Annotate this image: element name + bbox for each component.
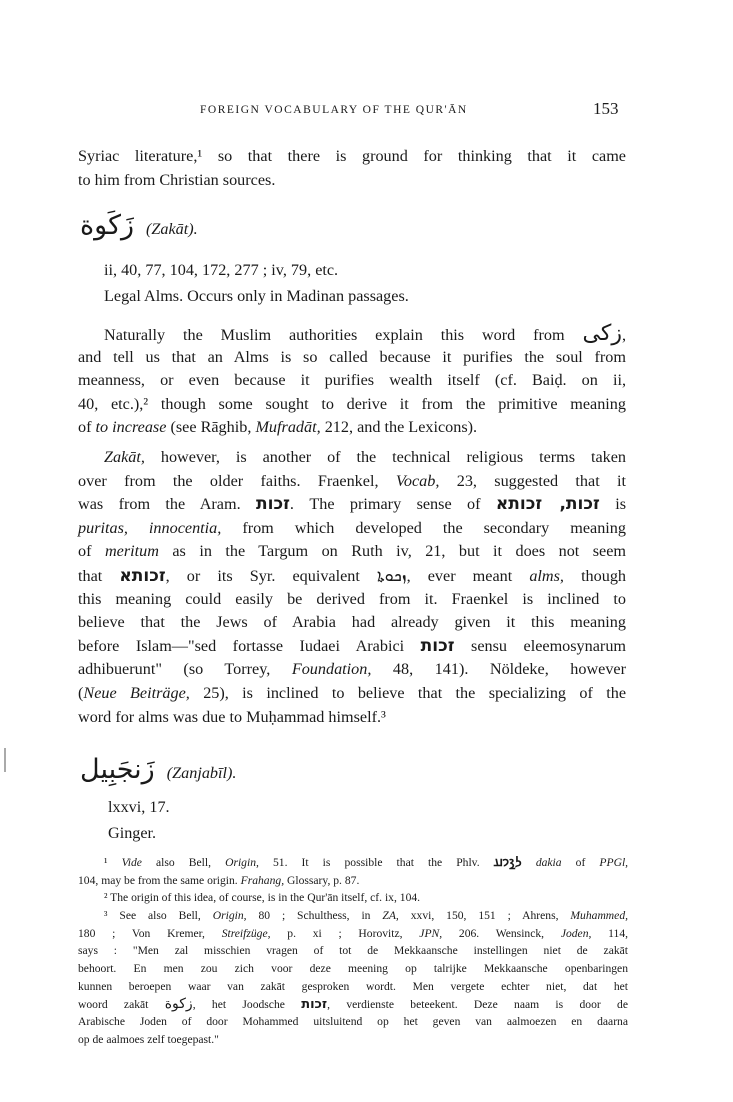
footnote-3: ³ See also Bell, Origin, 80 ; Schulthess, in ZA, xxvi, 150, 151 ; Ahrens, Muhammed,	[104, 909, 629, 923]
footnote-1-cont: 104, may be from the same origin. Frahang, Glossary, p. 87.	[78, 873, 360, 887]
footnote-3-line: Arabische Joden of door Mohammed uitsluitend op het geven van aalmoezen en daarna	[78, 1015, 628, 1029]
headword-arabic: زَنجَبِيل	[80, 754, 155, 785]
hebrew-word: זכות	[256, 494, 290, 515]
text-line: meanness, or even because it purifies wealth itself (cf. Baiḍ. on ii,	[78, 371, 626, 390]
hebrew-word: זכות, זכותא	[495, 494, 600, 515]
definition: Ginger.	[108, 824, 157, 842]
text-line: over from the older faiths. Fraenkel, Vocab, 23, suggested that it	[78, 471, 627, 490]
margin-mark	[4, 748, 6, 772]
footnote-2: ² The origin of this idea, of course, is in the Qur'ān itself, cf. ix, 104.	[104, 891, 421, 905]
hebrew-word: זכות	[420, 635, 455, 656]
running-title: FOREIGN VOCABULARY OF THE QUR'ĀN	[200, 104, 468, 116]
text-line: to him from Christian sources.	[78, 170, 276, 189]
headword-arabic: زَكَوة	[80, 210, 134, 241]
headword-zakat	[80, 210, 198, 242]
qur-an-references: lxxvi, 17.	[108, 798, 170, 816]
paragraph-etymology	[78, 446, 626, 729]
text-line: Naturally the Muslim authorities explain this word from زكى,	[104, 321, 626, 346]
text-line: was from the Aram. זכות. The primary sense of זכות, זכותא is	[78, 494, 627, 515]
text-line: Syriac literature,¹ so that there is ground for thinking that it came	[78, 147, 626, 165]
footnote-3-line: behoort. En men zou zich voor deze meening op talrijke Mekkaansche openbaringen	[78, 962, 628, 976]
footnote-3-line: op de aalmoes zelf toegepast."	[78, 1032, 219, 1046]
text-line: that זכותא, or its Syr. equivalent ܙܟܘܬܐ, ever meant alms, though	[78, 565, 627, 586]
text-line: (Neue Beiträge, 25), is inclined to believe that the specializing of the	[78, 683, 627, 702]
footnote-3-line: 180 ; Von Kremer, Streifzüge, p. xi ; Horovitz, JPN, 206. Wensinck, Joden, 114,	[78, 926, 629, 940]
hebrew-word: זכותא	[119, 565, 166, 586]
intro-paragraph	[78, 145, 626, 192]
text-line: of meritum as in the Targum on Ruth iv, 21, but it does not seem	[78, 542, 627, 561]
headword-translit: (Zanjabīl).	[166, 764, 237, 782]
definition: Legal Alms. Occurs only in Madinan passages.	[104, 287, 409, 305]
text-line: this meaning could easily be derived from it. Fraenkel is inclined to	[78, 589, 626, 608]
arabic-word: زكوة	[164, 995, 193, 1012]
paragraph-derivation	[78, 322, 626, 440]
text-line: adhibuerunt" (so Torrey, Foundation, 48, 141). Nöldeke, however	[78, 660, 626, 679]
text-line: and tell us that an Alms is so called because it purifies the soul from	[78, 347, 626, 366]
text-line: believe that the Jews of Arabia had already given it this meaning	[78, 613, 626, 632]
footnote-3-line: says : "Men zal misschien vragen of tot de Mekkaansche instellingen niet de zakāt	[78, 944, 628, 958]
text-line: puritas, innocentia, from which developed the secondary meaning	[78, 518, 626, 537]
text-line: Zakāt, however, is another of the technical religious terms taken	[104, 448, 627, 466]
pahlavi-word: 𐭫𐭪𐭩𐭠	[493, 855, 522, 870]
arabic-root: زكى	[582, 321, 622, 346]
text-line: before Islam—"sed fortasse Iudaei Arabici זכות sensu eleemosynarum	[78, 635, 627, 656]
headword-zanjabil	[80, 754, 236, 786]
footnote-3-line: kunnen beroepen waar van zakāt gesproken wordt. Men vergete echter niet, dat het	[78, 979, 628, 993]
headword-translit: (Zakāt).	[146, 220, 198, 238]
footnote-3-line: woord zakāt زكوة, het Joodsche זכות, verdienste beteekent. Deze naam is door de	[78, 995, 628, 1012]
footnotes	[78, 854, 628, 1049]
text-line: word for alms was due to Muḥammad himself.³	[78, 707, 386, 726]
syriac-word: ܙܟܘܬܐ	[376, 565, 407, 585]
hebrew-word: זכות	[301, 996, 328, 1012]
qur-an-references: ii, 40, 77, 104, 172, 277 ; iv, 79, etc.	[104, 261, 339, 279]
footnote-1: ¹ Vide also Bell, Origin, 51. It is possible that the Phlv. 𐭫𐭪𐭩𐭠 dakia of PPGl,	[104, 855, 629, 870]
page-number: 153	[593, 99, 619, 118]
text-line: of to increase (see Rāghib, Mufradāt, 212, and the Lexicons).	[78, 418, 478, 437]
text-line: 40, etc.),² though some sought to derive it from the primitive meaning	[78, 394, 626, 413]
